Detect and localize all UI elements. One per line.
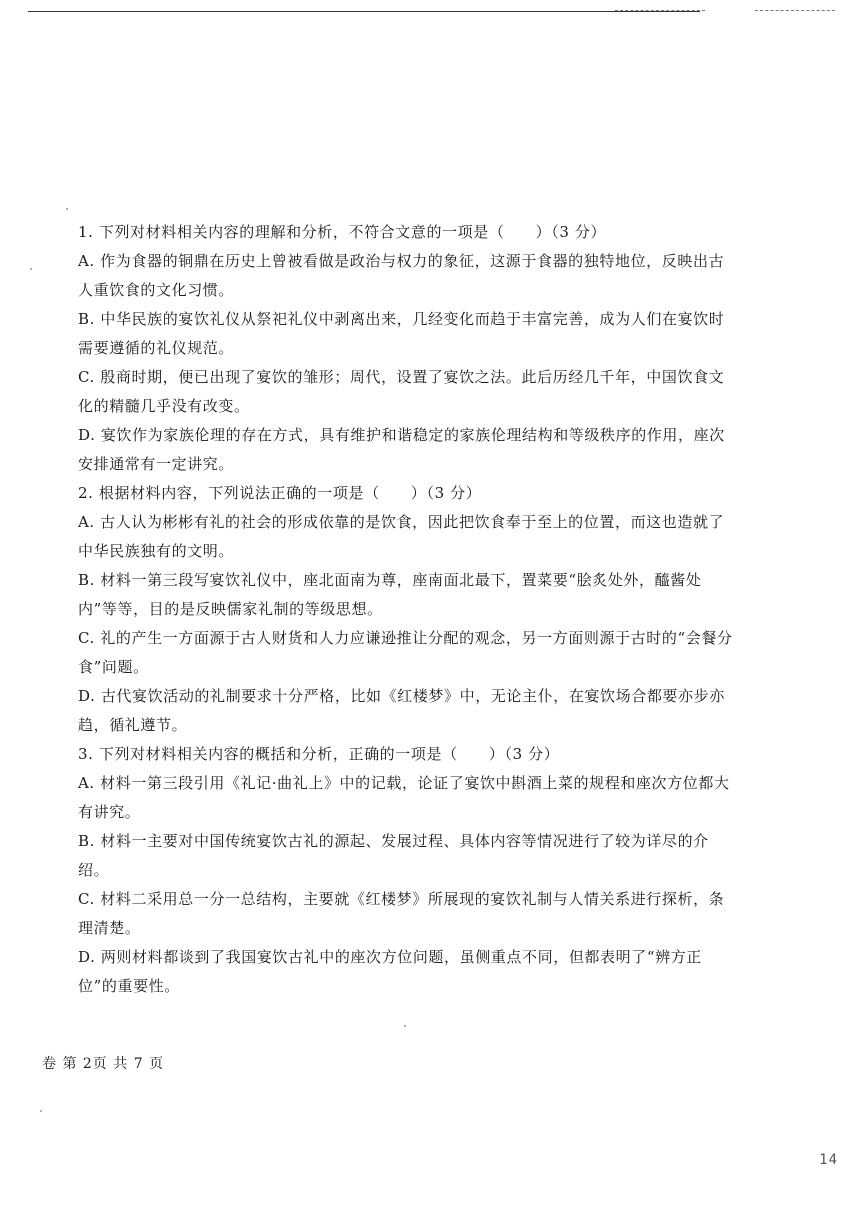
option-c: C. 礼的产生一方面源于古人财货和人力应谦逊推让分配的观念，另一方面则源于古时的“会餐分食”问题。 (78, 629, 733, 676)
top-rule-dash (755, 10, 835, 11)
option-a: A. 材料一第三段引用《礼记·曲礼上》中的记载，论证了宴饮中斟酒上菜的规程和座次方位都大有讲究。 (78, 774, 730, 821)
scan-speck (30, 268, 32, 270)
corner-page-mark: 14 (819, 1152, 838, 1168)
option-b: B. 中华民族的宴饮礼仪从祭祀礼仪中剥离出来，几经变化而趋于丰富完善，成为人们在宴饮时需要遵循的礼仪规范。 (78, 310, 725, 357)
question-1 (78, 218, 738, 479)
top-rule (28, 11, 700, 12)
option-c: C. 材料二采用总一分一总结构，主要就《红楼梦》所展现的宴饮礼制与人情关系进行探析，条理清楚。 (78, 890, 725, 937)
option-b: B. 材料一第三段写宴饮礼仪中，座北面南为尊，座南面北最下，置菜要“脍炙处外，醯酱处内”等等，目的是反映儒家礼制的等级思想。 (78, 571, 702, 618)
top-rule-dash (615, 10, 705, 11)
scan-speck (404, 1025, 406, 1027)
option-a: A. 作为食器的铜鼎在历史上曾被看做是政治与权力的象征，这源于食器的独特地位，反映出古人重饮食的文化习惯。 (78, 252, 725, 299)
question-stem: 1. 下列对材料相关内容的理解和分析，不符合文意的一项是（ ）（3 分） (78, 223, 607, 241)
question-stem: 2. 根据材料内容，下列说法正确的一项是（ ）（3 分） (78, 484, 482, 502)
page-footer: 卷 第 2页 共 7 页 (42, 1056, 165, 1072)
option-d: D. 两则材料都谈到了我国宴饮古礼中的座次方位问题，虽侧重点不同，但都表明了“辨方正位”的重要性。 (78, 948, 702, 995)
option-d: D. 宴饮作为家族伦理的存在方式，具有维护和谐稳定的家族伦理结构和等级秩序的作用，座次安排通常有一定讲究。 (78, 426, 725, 473)
scan-speck (40, 1110, 42, 1112)
question-2 (78, 479, 738, 740)
option-d: D. 古代宴饮活动的礼制要求十分严格，比如《红楼梦》中，无论主仆，在宴饮场合都要亦步亦趋，循礼遵节。 (78, 687, 725, 734)
question-3 (78, 740, 738, 1001)
scan-speck (66, 208, 68, 210)
question-section (78, 218, 738, 1001)
question-stem: 3. 下列对材料相关内容的概括和分析，正确的一项是（ ）（3 分） (78, 745, 560, 763)
option-c: C. 殷商时期，便已出现了宴饮的雏形；周代，设置了宴饮之法。此后历经几千年，中国饮食文化的精髓几乎没有改变。 (78, 368, 725, 415)
option-b: B. 材料一主要对中国传统宴饮古礼的源起、发展过程、具体内容等情况进行了较为详尽的介绍。 (78, 832, 709, 879)
option-a: A. 古人认为彬彬有礼的社会的形成依靠的是饮食，因此把饮食奉于至上的位置，而这也造就了中华民族独有的文明。 (78, 513, 725, 560)
